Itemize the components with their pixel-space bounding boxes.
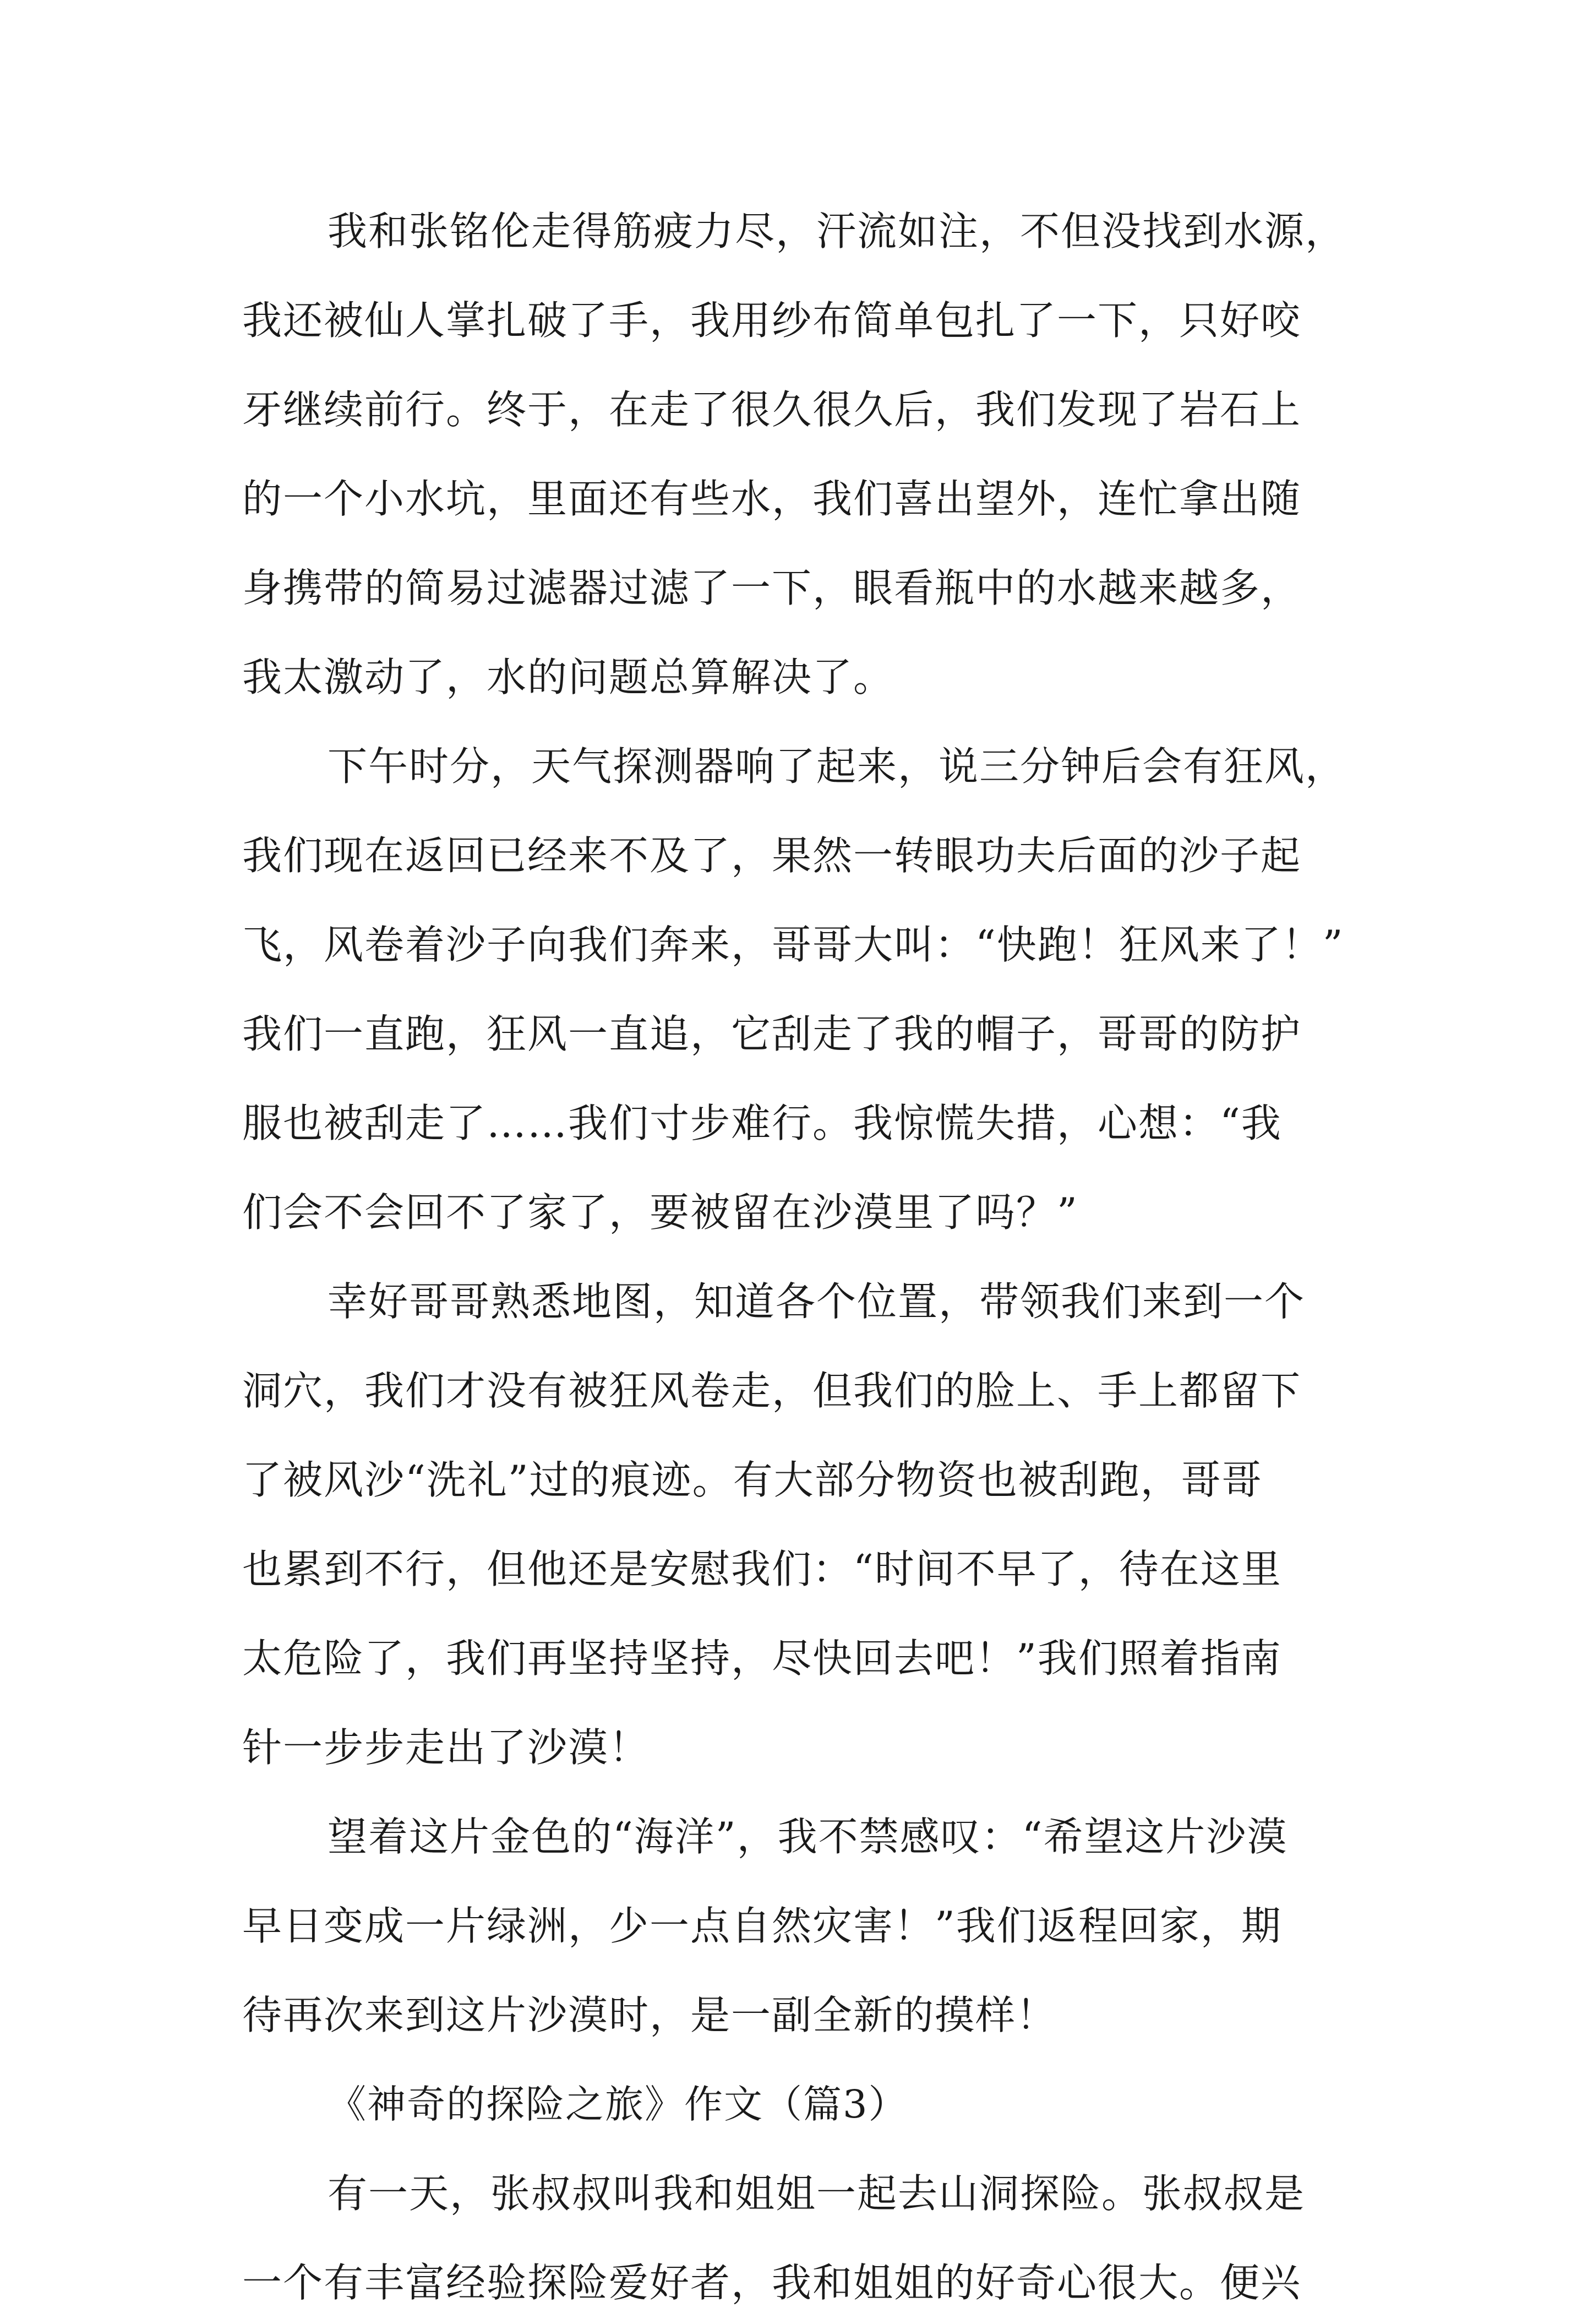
text-line: 牙继续前行。终于，在走了很久很久后，我们发现了岩石上: [242, 387, 1302, 433]
text-line: 早日变成一片绿洲，少一点自然灾害！”我们返程回家，期: [242, 1903, 1282, 1949]
text-line: 我和张铭伦走得筋疲力尽，汗流如注，不但没找到水源，: [328, 208, 1346, 254]
text-line: 有一天，张叔叔叫我和姐姐一起去山洞探险。张叔叔是: [328, 2170, 1306, 2217]
text-line: 待再次来到这片沙漠时，是一副全新的摸样！: [242, 1992, 1057, 2038]
text-line: 们会不会回不了家了，要被留在沙漠里了吗？”: [242, 1189, 1078, 1236]
section-title: 《神奇的探险之旅》作文（篇3）: [328, 2082, 908, 2127]
text-line: 一个有丰富经验探险爱好者，我和姐姐的好奇心很大。便兴: [242, 2260, 1302, 2306]
text-line: 身携带的简易过滤器过滤了一下，眼看瓶中的水越来越多，: [242, 565, 1302, 611]
text-line: 幸好哥哥熟悉地图，知道各个位置，带领我们来到一个: [328, 1278, 1306, 1325]
text-line: 太危险了，我们再坚持坚持，尽快回去吧！”我们照着指南: [242, 1635, 1282, 1681]
text-line: 望着这片金色的“海洋”，我不禁感叹：“希望这片沙漠: [328, 1814, 1288, 1860]
text-line: 我太激动了，水的问题总算解决了。: [242, 654, 894, 700]
text-line: 了被风沙“洗礼”过的痕迹。有大部分物资也被刮跑，哥哥: [242, 1457, 1263, 1503]
text-line: 也累到不行，但他还是安慰我们：“时间不早了，待在这里: [242, 1546, 1282, 1592]
text-line: 下午时分，天气探测器响了起来，说三分钟后会有狂风，: [328, 743, 1346, 790]
text-line: 的一个小水坑，里面还有些水，我们喜出望外，连忙拿出随: [242, 476, 1302, 522]
text-line: 针一步步走出了沙漠！: [242, 1724, 650, 1771]
text-line: 飞，风卷着沙子向我们奔来，哥哥大叫：“快跑！狂风来了！”: [242, 922, 1344, 968]
text-line: 我还被仙人掌扎破了手，我用纱布简单包扎了一下，只好咬: [242, 297, 1302, 344]
text-line: 我们现在返回已经来不及了，果然一转眼功夫后面的沙子起: [242, 832, 1302, 879]
text-line: 洞穴，我们才没有被狂风卷走，但我们的脸上、手上都留下: [242, 1368, 1302, 1414]
text-line: 我们一直跑，狂风一直追，它刮走了我的帽子，哥哥的防护: [242, 1011, 1302, 1057]
text-line: 服也被刮走了……我们寸步难行。我惊慌失措，心想：“我: [242, 1100, 1282, 1146]
